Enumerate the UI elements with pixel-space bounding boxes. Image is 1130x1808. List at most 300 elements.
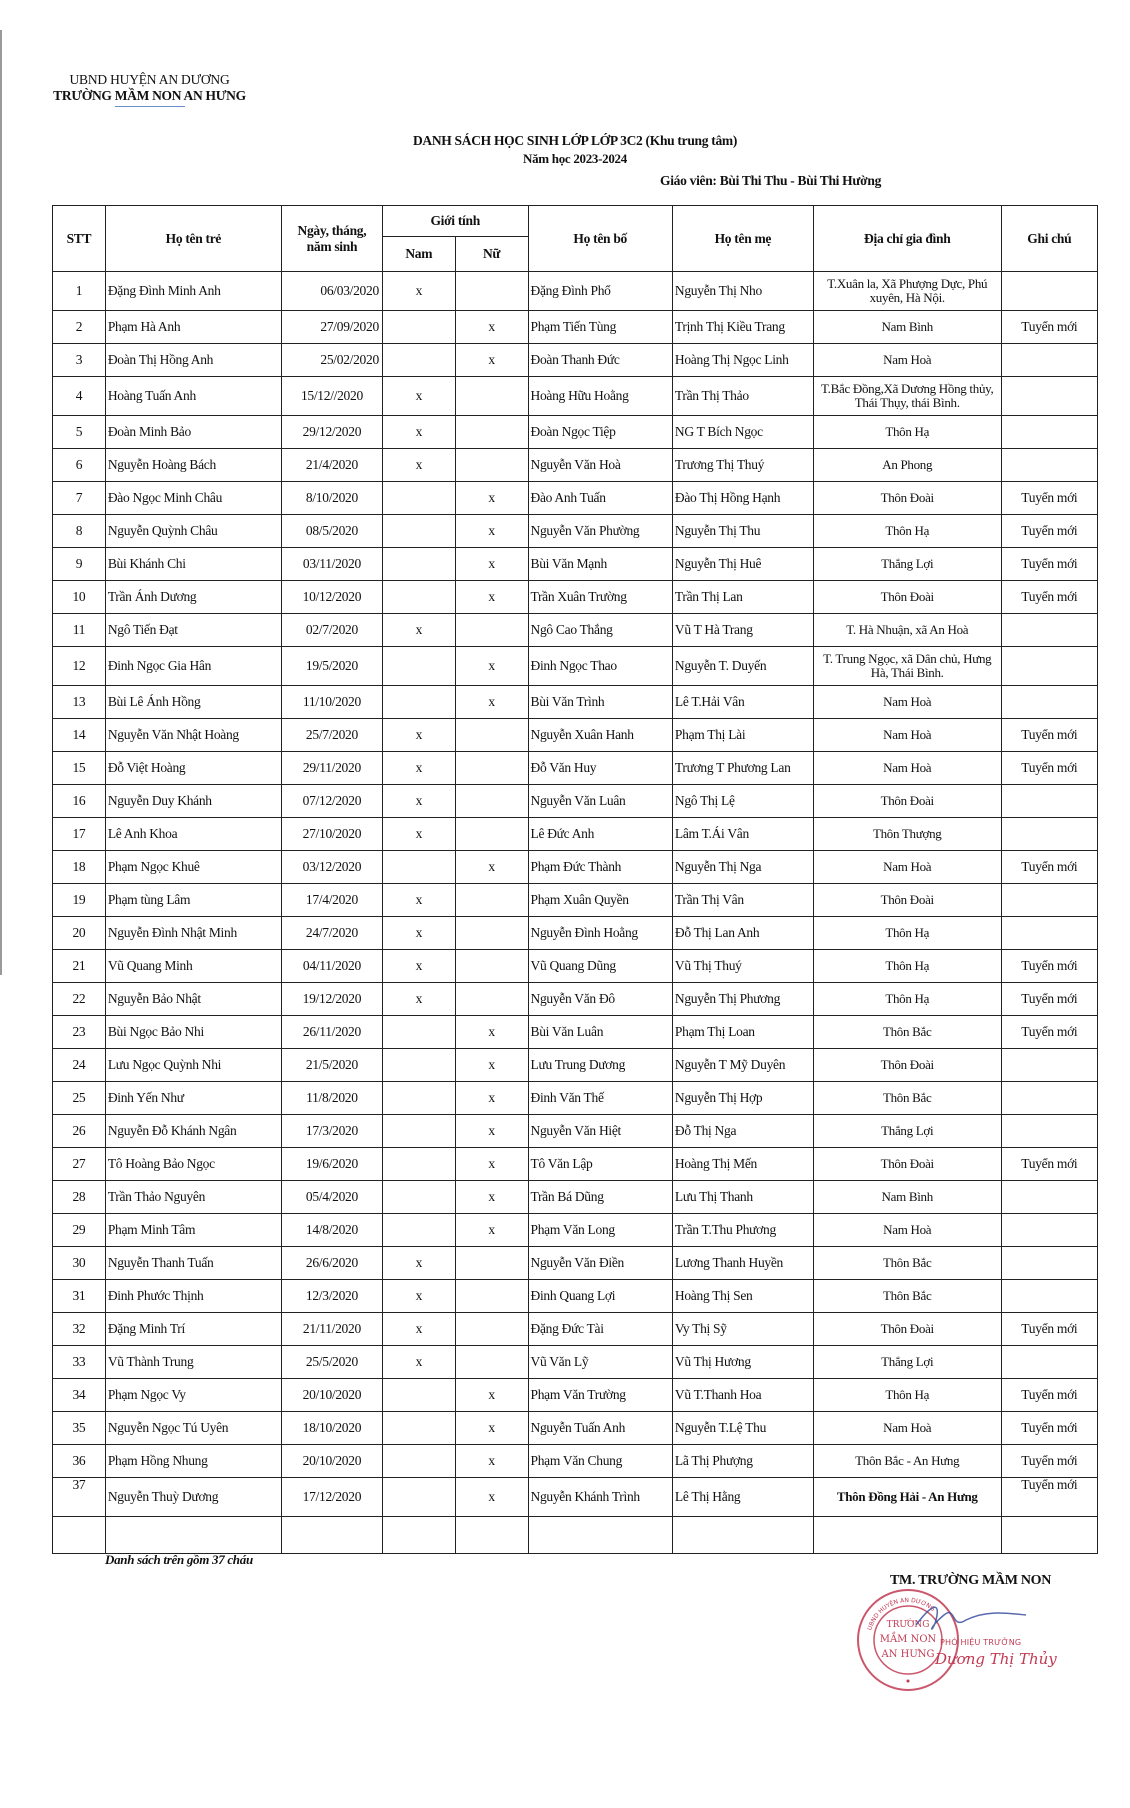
row-stt: 14 <box>53 719 106 752</box>
table-row <box>53 1148 1098 1181</box>
family-address: Thôn Đoài <box>813 1313 1001 1346</box>
note <box>1001 449 1097 482</box>
family-address: Thôn Hạ <box>813 1379 1001 1412</box>
col-header-child-name: Họ tên trẻ <box>105 206 281 272</box>
family-address: T.Bắc Đồng,Xã Dương Hồng thủy, Thái Thụy, thái Bình. <box>813 377 1001 416</box>
date-of-birth: 26/11/2020 <box>281 1016 382 1049</box>
father-name: Nguyễn Tuấn Anh <box>528 1412 672 1445</box>
gender-female-mark <box>455 785 528 818</box>
note: Tuyển mới <box>1001 851 1097 884</box>
table-row <box>53 917 1098 950</box>
empty-cell <box>813 1517 1001 1554</box>
school-name: TRƯỜNG MẦM NON AN HƯNG <box>53 88 246 103</box>
father-name: Bùi Văn Luân <box>528 1016 672 1049</box>
mother-name: Đỗ Thị Nga <box>672 1115 813 1148</box>
family-address: Thắng Lợi <box>813 1115 1001 1148</box>
date-of-birth: 03/11/2020 <box>281 548 382 581</box>
father-name: Nguyễn Khánh Trình <box>528 1478 672 1517</box>
child-name: Nguyễn Quỳnh Châu <box>105 515 281 548</box>
father-name: Đỗ Văn Huy <box>528 752 672 785</box>
gender-female-mark <box>455 416 528 449</box>
gender-female-mark: x <box>455 344 528 377</box>
gender-male-mark: x <box>382 752 455 785</box>
empty-cell <box>53 1517 106 1554</box>
empty-cell <box>528 1517 672 1554</box>
note: Tuyển mới <box>1001 1445 1097 1478</box>
mother-name: Trần Thị Thảo <box>672 377 813 416</box>
family-address: Thôn Bắc <box>813 1016 1001 1049</box>
gender-male-mark <box>382 1115 455 1148</box>
table-row <box>53 752 1098 785</box>
family-address: Thôn Đoài <box>813 1049 1001 1082</box>
gender-female-mark <box>455 752 528 785</box>
date-of-birth: 19/12/2020 <box>281 983 382 1016</box>
row-stt: 33 <box>53 1346 106 1379</box>
gender-male-mark: x <box>382 818 455 851</box>
family-address: T. Trung Ngọc, xã Dân chủ, Hưng Hà, Thái Bình. <box>813 647 1001 686</box>
mother-name: Lâm T.Ái Vân <box>672 818 813 851</box>
row-stt: 31 <box>53 1280 106 1313</box>
gender-female-mark <box>455 272 528 311</box>
mother-name: Nguyễn T. Duyến <box>672 647 813 686</box>
note <box>1001 647 1097 686</box>
gender-female-mark: x <box>455 1445 528 1478</box>
row-stt: 8 <box>53 515 106 548</box>
father-name: Lưu Trung Dương <box>528 1049 672 1082</box>
gender-male-mark <box>382 1445 455 1478</box>
mother-name: Hoàng Thị Ngọc Linh <box>672 344 813 377</box>
note: Tuyển mới <box>1001 752 1097 785</box>
family-address: Thôn Bắc - An Hưng <box>813 1445 1001 1478</box>
family-address: Thôn Hạ <box>813 515 1001 548</box>
mother-name: Nguyễn Thị Hợp <box>672 1082 813 1115</box>
note <box>1001 818 1097 851</box>
col-header-stt: STT <box>53 206 106 272</box>
gender-female-mark: x <box>455 1082 528 1115</box>
row-stt: 26 <box>53 1115 106 1148</box>
col-header-gender: Giới tính <box>382 206 528 237</box>
father-name: Hoàng Hữu Hoằng <box>528 377 672 416</box>
table-row <box>53 1280 1098 1313</box>
row-stt: 19 <box>53 884 106 917</box>
table-row <box>53 344 1098 377</box>
gender-male-mark <box>382 851 455 884</box>
family-address: Nam Bình <box>813 311 1001 344</box>
child-name: Phạm Ngọc Khuê <box>105 851 281 884</box>
table-row <box>53 1247 1098 1280</box>
row-stt: 30 <box>53 1247 106 1280</box>
father-name: Phạm Xuân Quyền <box>528 884 672 917</box>
note <box>1001 1115 1097 1148</box>
gender-female-mark: x <box>455 1379 528 1412</box>
gender-male-mark <box>382 548 455 581</box>
stamp-line-1: TRƯỜNG <box>886 1620 930 1630</box>
child-name: Nguyễn Đỗ Khánh Ngân <box>105 1115 281 1148</box>
note: Tuyển mới <box>1001 719 1097 752</box>
page-edge-line <box>0 30 2 975</box>
child-name: Trần Ánh Dương <box>105 581 281 614</box>
date-of-birth: 29/11/2020 <box>281 752 382 785</box>
child-name: Đinh Ngọc Gia Hân <box>105 647 281 686</box>
mother-name: NG T Bích Ngọc <box>672 416 813 449</box>
date-of-birth: 14/8/2020 <box>281 1214 382 1247</box>
date-of-birth: 11/10/2020 <box>281 686 382 719</box>
note <box>1001 1280 1097 1313</box>
gender-male-mark <box>382 1214 455 1247</box>
gender-male-mark <box>382 482 455 515</box>
stamp-ring-text: UBND HUYỆN AN DƯƠNG <box>866 1596 937 1632</box>
father-name: Nguyễn Văn Đô <box>528 983 672 1016</box>
mother-name: Nguyễn Thị Thu <box>672 515 813 548</box>
mother-name: Hoàng Thị Sen <box>672 1280 813 1313</box>
child-name: Lưu Ngọc Quỳnh Nhi <box>105 1049 281 1082</box>
date-of-birth: 03/12/2020 <box>281 851 382 884</box>
father-name: Đào Anh Tuấn <box>528 482 672 515</box>
gender-male-mark: x <box>382 884 455 917</box>
mother-name: Nguyễn Thị Huê <box>672 548 813 581</box>
row-stt: 3 <box>53 344 106 377</box>
table-row <box>53 647 1098 686</box>
date-of-birth: 25/7/2020 <box>281 719 382 752</box>
row-stt: 17 <box>53 818 106 851</box>
gender-female-mark: x <box>455 548 528 581</box>
table-row <box>53 482 1098 515</box>
empty-cell <box>281 1517 382 1554</box>
gender-male-mark: x <box>382 719 455 752</box>
col-header-male: Nam <box>382 237 455 272</box>
gender-male-mark: x <box>382 785 455 818</box>
date-of-birth: 08/5/2020 <box>281 515 382 548</box>
child-name: Trần Thảo Nguyên <box>105 1181 281 1214</box>
signer-name: Dương Thị Thủy <box>935 1650 1057 1668</box>
table-body <box>53 272 1098 1554</box>
table-row <box>53 272 1098 311</box>
family-address: Thôn Hạ <box>813 416 1001 449</box>
row-stt: 35 <box>53 1412 106 1445</box>
father-name: Nguyễn Văn Hoà <box>528 449 672 482</box>
gender-female-mark <box>455 377 528 416</box>
row-stt: 18 <box>53 851 106 884</box>
date-of-birth: 17/12/2020 <box>281 1478 382 1517</box>
table-row <box>53 1214 1098 1247</box>
child-name: Nguyễn Đình Nhật Minh <box>105 917 281 950</box>
mother-name: Lương Thanh Huyền <box>672 1247 813 1280</box>
gender-male-mark: x <box>382 614 455 647</box>
gender-female-mark: x <box>455 1049 528 1082</box>
table-row <box>53 1115 1098 1148</box>
gender-female-mark <box>455 950 528 983</box>
note <box>1001 272 1097 311</box>
note <box>1001 1247 1097 1280</box>
date-of-birth: 25/02/2020 <box>281 344 382 377</box>
row-stt: 20 <box>53 917 106 950</box>
table-row <box>53 818 1098 851</box>
student-roster-table <box>52 205 1098 1554</box>
child-name: Nguyễn Thuỳ Dương <box>105 1478 281 1517</box>
family-address: Thôn Hạ <box>813 950 1001 983</box>
date-of-birth: 8/10/2020 <box>281 482 382 515</box>
mother-name: Trần Thị Lan <box>672 581 813 614</box>
note: Tuyển mới <box>1001 1148 1097 1181</box>
signatory-title: TM. TRƯỜNG MẦM NON <box>890 1573 1052 1588</box>
row-stt: 12 <box>53 647 106 686</box>
child-name: Đinh Yến Như <box>105 1082 281 1115</box>
child-name: Nguyễn Ngọc Tú Uyên <box>105 1412 281 1445</box>
father-name: Phạm Đức Thành <box>528 851 672 884</box>
note <box>1001 344 1097 377</box>
child-name: Bùi Khánh Chi <box>105 548 281 581</box>
stamp-line-2: MẦM NON <box>879 1634 937 1645</box>
mother-name: Phạm Thị Loan <box>672 1016 813 1049</box>
gender-male-mark <box>382 344 455 377</box>
gender-male-mark: x <box>382 449 455 482</box>
date-of-birth: 26/6/2020 <box>281 1247 382 1280</box>
child-name: Nguyễn Thanh Tuấn <box>105 1247 281 1280</box>
note <box>1001 1049 1097 1082</box>
child-name: Tô Hoàng Bảo Ngọc <box>105 1148 281 1181</box>
date-of-birth: 05/4/2020 <box>281 1181 382 1214</box>
family-address: T. Hà Nhuận, xã An Hoà <box>813 614 1001 647</box>
gender-male-mark: x <box>382 1280 455 1313</box>
stamp-line-3: AN HƯNG <box>881 1649 935 1660</box>
note: Tuyển mới <box>1001 950 1097 983</box>
row-stt: 34 <box>53 1379 106 1412</box>
gender-female-mark: x <box>455 647 528 686</box>
summary-note: Danh sách trên gồm 37 cháu <box>105 1552 253 1567</box>
note <box>1001 614 1097 647</box>
mother-name: Trần Thị Vân <box>672 884 813 917</box>
father-name: Đoàn Ngọc Tiệp <box>528 416 672 449</box>
row-stt: 22 <box>53 983 106 1016</box>
school-year: Năm học 2023-2024 <box>523 151 627 166</box>
father-name: Đoàn Thanh Đức <box>528 344 672 377</box>
row-stt: 7 <box>53 482 106 515</box>
gender-male-mark <box>382 515 455 548</box>
date-of-birth: 29/12/2020 <box>281 416 382 449</box>
row-stt: 5 <box>53 416 106 449</box>
table-row <box>53 416 1098 449</box>
row-stt: 25 <box>53 1082 106 1115</box>
date-of-birth: 21/5/2020 <box>281 1049 382 1082</box>
gender-male-mark: x <box>382 1313 455 1346</box>
child-name: Bùi Lê Ánh Hồng <box>105 686 281 719</box>
note <box>1001 884 1097 917</box>
table-row <box>53 1082 1098 1115</box>
mother-name: Nguyễn Thị Nho <box>672 272 813 311</box>
child-name: Phạm Ngọc Vy <box>105 1379 281 1412</box>
child-name: Hoàng Tuấn Anh <box>105 377 281 416</box>
father-name: Bùi Văn Trình <box>528 686 672 719</box>
gender-female-mark <box>455 449 528 482</box>
gender-female-mark <box>455 884 528 917</box>
row-stt: 1 <box>53 272 106 311</box>
father-name: Nguyễn Văn Hiệt <box>528 1115 672 1148</box>
mother-name: Lưu Thị Thanh <box>672 1181 813 1214</box>
empty-cell <box>105 1517 281 1554</box>
family-address: Thắng Lợi <box>813 548 1001 581</box>
row-stt: 29 <box>53 1214 106 1247</box>
table-row <box>53 515 1098 548</box>
note: Tuyển mới <box>1001 311 1097 344</box>
mother-name: Hoàng Thị Mến <box>672 1148 813 1181</box>
family-address: Thôn Đoài <box>813 581 1001 614</box>
father-name: Nguyễn Văn Phường <box>528 515 672 548</box>
family-address: Thôn Hạ <box>813 983 1001 1016</box>
mother-name: Vũ Thị Hương <box>672 1346 813 1379</box>
family-address: Thôn Hạ <box>813 917 1001 950</box>
father-name: Phạm Tiến Tùng <box>528 311 672 344</box>
mother-name: Đào Thị Hồng Hạnh <box>672 482 813 515</box>
mother-name: Phạm Thị Lài <box>672 719 813 752</box>
note <box>1001 686 1097 719</box>
col-header-note: Ghi chú <box>1001 206 1097 272</box>
note: Tuyển mới <box>1001 1478 1097 1517</box>
table-row <box>53 1016 1098 1049</box>
father-name: Đặng Đình Phổ <box>528 272 672 311</box>
row-stt: 11 <box>53 614 106 647</box>
gender-female-mark <box>455 1313 528 1346</box>
family-address: Thôn Bắc <box>813 1247 1001 1280</box>
table-row <box>53 851 1098 884</box>
table-row <box>53 1346 1098 1379</box>
gender-female-mark: x <box>455 515 528 548</box>
father-name: Nguyễn Đình Hoằng <box>528 917 672 950</box>
gender-male-mark: x <box>382 983 455 1016</box>
row-stt: 27 <box>53 1148 106 1181</box>
gender-female-mark <box>455 614 528 647</box>
child-name: Phạm Minh Tâm <box>105 1214 281 1247</box>
gender-male-mark: x <box>382 1346 455 1379</box>
gender-male-mark <box>382 1049 455 1082</box>
note <box>1001 1082 1097 1115</box>
table-row <box>53 1181 1098 1214</box>
row-stt: 15 <box>53 752 106 785</box>
col-header-address: Địa chỉ gia đình <box>813 206 1001 272</box>
mother-name: Ngô Thị Lệ <box>672 785 813 818</box>
date-of-birth: 17/3/2020 <box>281 1115 382 1148</box>
family-address: Nam Hoà <box>813 752 1001 785</box>
note <box>1001 416 1097 449</box>
gender-male-mark <box>382 686 455 719</box>
table-row <box>53 950 1098 983</box>
child-name: Phạm Hà Anh <box>105 311 281 344</box>
family-address: Nam Hoà <box>813 686 1001 719</box>
gender-male-mark <box>382 1181 455 1214</box>
date-of-birth: 21/4/2020 <box>281 449 382 482</box>
child-name: Lê Anh Khoa <box>105 818 281 851</box>
gender-female-mark: x <box>455 482 528 515</box>
gender-female-mark: x <box>455 1115 528 1148</box>
date-of-birth: 19/6/2020 <box>281 1148 382 1181</box>
date-of-birth: 21/11/2020 <box>281 1313 382 1346</box>
row-stt: 13 <box>53 686 106 719</box>
row-stt: 10 <box>53 581 106 614</box>
col-header-father: Họ tên bố <box>528 206 672 272</box>
empty-cell <box>382 1517 455 1554</box>
date-of-birth: 11/8/2020 <box>281 1082 382 1115</box>
row-stt: 24 <box>53 1049 106 1082</box>
organization-header <box>52 72 247 107</box>
father-name: Trần Bá Dũng <box>528 1181 672 1214</box>
family-address: T.Xuân la, Xã Phượng Dực, Phú xuyên, Hà Nội. <box>813 272 1001 311</box>
note: Tuyển mới <box>1001 482 1097 515</box>
child-name: Đặng Minh Trí <box>105 1313 281 1346</box>
mother-name: Trương Thị Thuý <box>672 449 813 482</box>
family-address: Nam Hoà <box>813 719 1001 752</box>
child-name: Đào Ngọc Minh Châu <box>105 482 281 515</box>
stamp-dot <box>907 1680 910 1683</box>
gender-male-mark <box>382 1412 455 1445</box>
note: Tuyển mới <box>1001 1313 1097 1346</box>
table-row <box>53 884 1098 917</box>
table-row <box>53 785 1098 818</box>
mother-name: Lã Thị Phượng <box>672 1445 813 1478</box>
gender-male-mark <box>382 1082 455 1115</box>
father-name: Nguyễn Xuân Hanh <box>528 719 672 752</box>
gender-female-mark <box>455 719 528 752</box>
note: Tuyển mới <box>1001 1412 1097 1445</box>
father-name: Ngô Cao Thắng <box>528 614 672 647</box>
gender-female-mark <box>455 1247 528 1280</box>
row-stt: 16 <box>53 785 106 818</box>
signer-role: PHÓ HIỆU TRƯỞNG <box>940 1638 1022 1647</box>
table-row <box>53 1412 1098 1445</box>
child-name: Vũ Thành Trung <box>105 1346 281 1379</box>
gender-female-mark <box>455 1346 528 1379</box>
note: Tuyển mới <box>1001 515 1097 548</box>
mother-name: Trương T Phương Lan <box>672 752 813 785</box>
child-name: Đỗ Việt Hoàng <box>105 752 281 785</box>
gender-male-mark: x <box>382 377 455 416</box>
date-of-birth: 06/03/2020 <box>281 272 382 311</box>
note: Tuyển mới <box>1001 1016 1097 1049</box>
gender-male-mark <box>382 1148 455 1181</box>
family-address: Thôn Đồng Hải - An Hưng <box>813 1478 1001 1517</box>
mother-name: Vũ T.Thanh Hoa <box>672 1379 813 1412</box>
table-row <box>53 686 1098 719</box>
father-name: Trần Xuân Trường <box>528 581 672 614</box>
date-of-birth: 17/4/2020 <box>281 884 382 917</box>
row-stt: 9 <box>53 548 106 581</box>
father-name: Đinh Văn Thế <box>528 1082 672 1115</box>
note: Tuyển mới <box>1001 548 1097 581</box>
child-name: Đinh Phước Thịnh <box>105 1280 281 1313</box>
table-row <box>53 581 1098 614</box>
father-name: Phạm Văn Trường <box>528 1379 672 1412</box>
row-stt: 36 <box>53 1445 106 1478</box>
gender-male-mark: x <box>382 1247 455 1280</box>
table-row <box>53 719 1098 752</box>
date-of-birth: 10/12/2020 <box>281 581 382 614</box>
empty-cell <box>455 1517 528 1554</box>
father-name: Nguyễn Văn Luân <box>528 785 672 818</box>
row-stt: 2 <box>53 311 106 344</box>
teacher-names: Giáo viên: Bùi Thi Thu - Bùi Thi Hường <box>660 173 882 188</box>
family-address: Thôn Đoài <box>813 785 1001 818</box>
date-of-birth: 02/7/2020 <box>281 614 382 647</box>
table-row <box>53 1313 1098 1346</box>
gender-female-mark: x <box>455 311 528 344</box>
note: Tuyển mới <box>1001 1379 1097 1412</box>
father-name: Phạm Văn Long <box>528 1214 672 1247</box>
family-address: Thôn Bắc <box>813 1082 1001 1115</box>
family-address: An Phong <box>813 449 1001 482</box>
gender-female-mark <box>455 1280 528 1313</box>
date-of-birth: 24/7/2020 <box>281 917 382 950</box>
mother-name: Nguyễn Thị Nga <box>672 851 813 884</box>
row-stt: 4 <box>53 377 106 416</box>
row-stt: 6 <box>53 449 106 482</box>
